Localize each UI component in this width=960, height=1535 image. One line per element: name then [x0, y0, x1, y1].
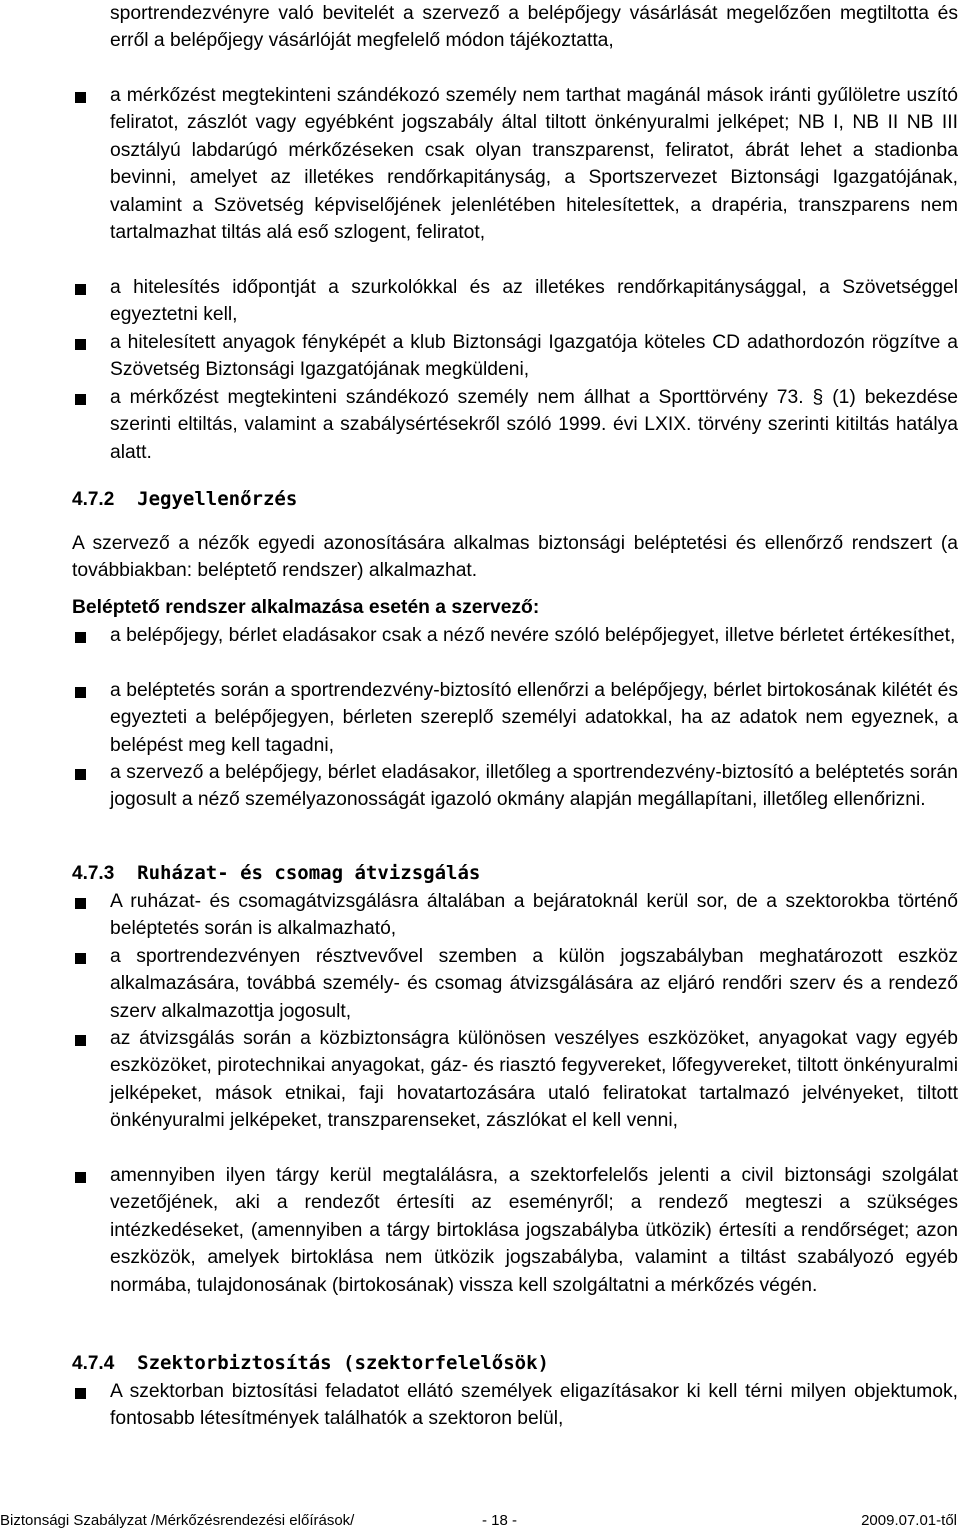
bullet-icon [75, 898, 86, 909]
section-number: 4.7.4 [72, 1353, 115, 1374]
section-heading-474 [72, 1351, 549, 1376]
section-intro: A szervező a nézők egyedi azonosítására alkalmas biztonsági beléptetési és ellenőrző rendszert (a továbbiakban: beléptető rendszer) alkalmazhat. [72, 533, 958, 582]
bullet-icon [75, 687, 86, 698]
footer-date: 2009.07.01-től [861, 1512, 957, 1529]
section-title: Ruházat- és csomag átvizsgálás [137, 862, 481, 884]
list-item: a sportrendezvényen résztvevővel szemben a külön jogszabályban meghatározott eszköz alkalmazására, továbbá személy- és csomag átvizsgálására az eljáró rendőri szerv és a rendező szerv alkalmazottja jogosult, [110, 946, 958, 1022]
list-item: a belépőjegy, bérlet eladásakor csak a néző nevére szóló belépőjegyet, illetve bérletet értékesíthet, [110, 625, 956, 646]
bullet-icon [75, 339, 86, 350]
section-number: 4.7.3 [72, 863, 115, 884]
bullet-icon [75, 284, 86, 295]
list-item: A ruházat- és csomagátvizsgálásra általában a bejáratoknál kerül sor, de a szektorokba történő beléptetés során is alkalmazható, [110, 891, 958, 940]
list-item: a mérkőzést megtekinteni szándékozó személy nem tarthat magánál mások iránti gyűlöletre uszító feliratot, zászlót vagy egyébként jogszabály által tiltott önkényuralmi jelképet; NB I, NB II NB III osztályú labdarúgó mérkőzéseken csak olyan transzparenst, feliratot, ábrát lehet a stadionba bevinni, amelyet az illetékes rendőrkapitányság, a Sportszervezet Biztonsági Igazgatójának, valamint a Szövetség képviselőjének jelenlétében hitelesítettek, a drapéria, transzparens nem tartalmazhat tiltás alá eső szlogent, feliratot, [110, 85, 958, 244]
bullet-icon [75, 953, 86, 964]
section-lead: Beléptető rendszer alkalmazása esetén a szervező: [72, 597, 540, 618]
bullet-icon [75, 394, 86, 405]
list-item-continuation: sportrendezvényre való bevitelét a szervező a belépőjegy vásárlását megelőzően megtiltotta és erről a belépőjegy vásárlóját megfelelő módon tájékoztatta, [110, 3, 958, 52]
section-title: Szektorbiztosítás (szektorfelelősök) [137, 1352, 549, 1374]
footer-page-number: - 18 - [482, 1512, 518, 1529]
list-item: A szektorban biztosítási feladatot ellátó személyek eligazításakor ki kell térni milyen objektumok, fontosabb létesítmények találhatók a szektoron belül, [110, 1381, 958, 1430]
section-number: 4.7.2 [72, 489, 115, 510]
bullet-icon [75, 1172, 86, 1183]
bullet-icon [75, 92, 86, 103]
section-heading-472 [72, 487, 297, 512]
list-item: az átvizsgálás során a közbiztonságra különösen veszélyes eszközöket, anyagokat vagy egyéb eszközöket, pirotechnikai anyagokat, gáz- és riasztó fegyvereket, lőfegyvereket, tiltott önkényuralmi jelképeket, mások etnikai, faji hovatartozására utaló feliratokat tartalmazó jelvényeket, tiltott önkényuralmi jelképeket, transzparenseket, zászlókat el kell venni, [110, 1028, 958, 1132]
list-item: a beléptetés során a sportrendezvény-biztosító ellenőrzi a belépőjegy, bérlet birtokosának kilétét és egyezteti a belépőjegyen, bérleten szereplő személyi adatokkal, ha az adatok nem egyeznek, a belépést meg kell tagadni, [110, 680, 958, 756]
section-heading-473 [72, 861, 480, 886]
list-item: a mérkőzést megtekinteni szándékozó személy nem állhat a Sporttörvény 73. § (1) bekezdése szerinti eltiltás, valamint a szabálysértésekről szóló 1999. évi LXIX. törvény szerinti kitiltás hatálya alatt. [110, 387, 958, 463]
bullet-icon [75, 632, 86, 643]
list-item: amennyiben ilyen tárgy kerül megtalálásra, a szektorfelelős jelenti a civil biztonsági szolgálat vezetőjének, aki a rendezőt értesíti az eseményről; a rendező megteszi a szükséges intézkedéseket, (amennyiben a tárgy birtoklása jogszabályba ütközik) értesíti a rendőrséget; azon eszközök, amelyek birtoklása nem ütközik jogszabályba, valamint a tiltást szabályozó egyéb normába, tulajdonosának (birtokosának) vissza kell szolgáltatni a mérkőzés végén. [110, 1165, 958, 1296]
section-title: Jegyellenőrzés [137, 488, 298, 510]
list-item: a szervező a belépőjegy, bérlet eladásakor, illetőleg a sportrendezvény-biztosító a beléptetés során jogosult a néző személyazonosságát igazoló okmány alapján megállapítani, illetőleg ellenőrizni. [110, 762, 958, 811]
footer-left: Biztonsági Szabályzat /Mérkőzésrendezési előírások/ [0, 1512, 355, 1529]
list-item: a hitelesített anyagok fényképét a klub Biztonsági Igazgatója köteles CD adathordozón rögzítve a Szövetség Biztonsági Igazgatójának megküldeni, [110, 332, 958, 381]
bullet-icon [75, 769, 86, 780]
list-item: a hitelesítés időpontját a szurkolókkal és az illetékes rendőrkapitánysággal, a Szövetséggel egyeztetni kell, [110, 277, 958, 326]
bullet-icon [75, 1388, 86, 1399]
bullet-icon [75, 1035, 86, 1046]
